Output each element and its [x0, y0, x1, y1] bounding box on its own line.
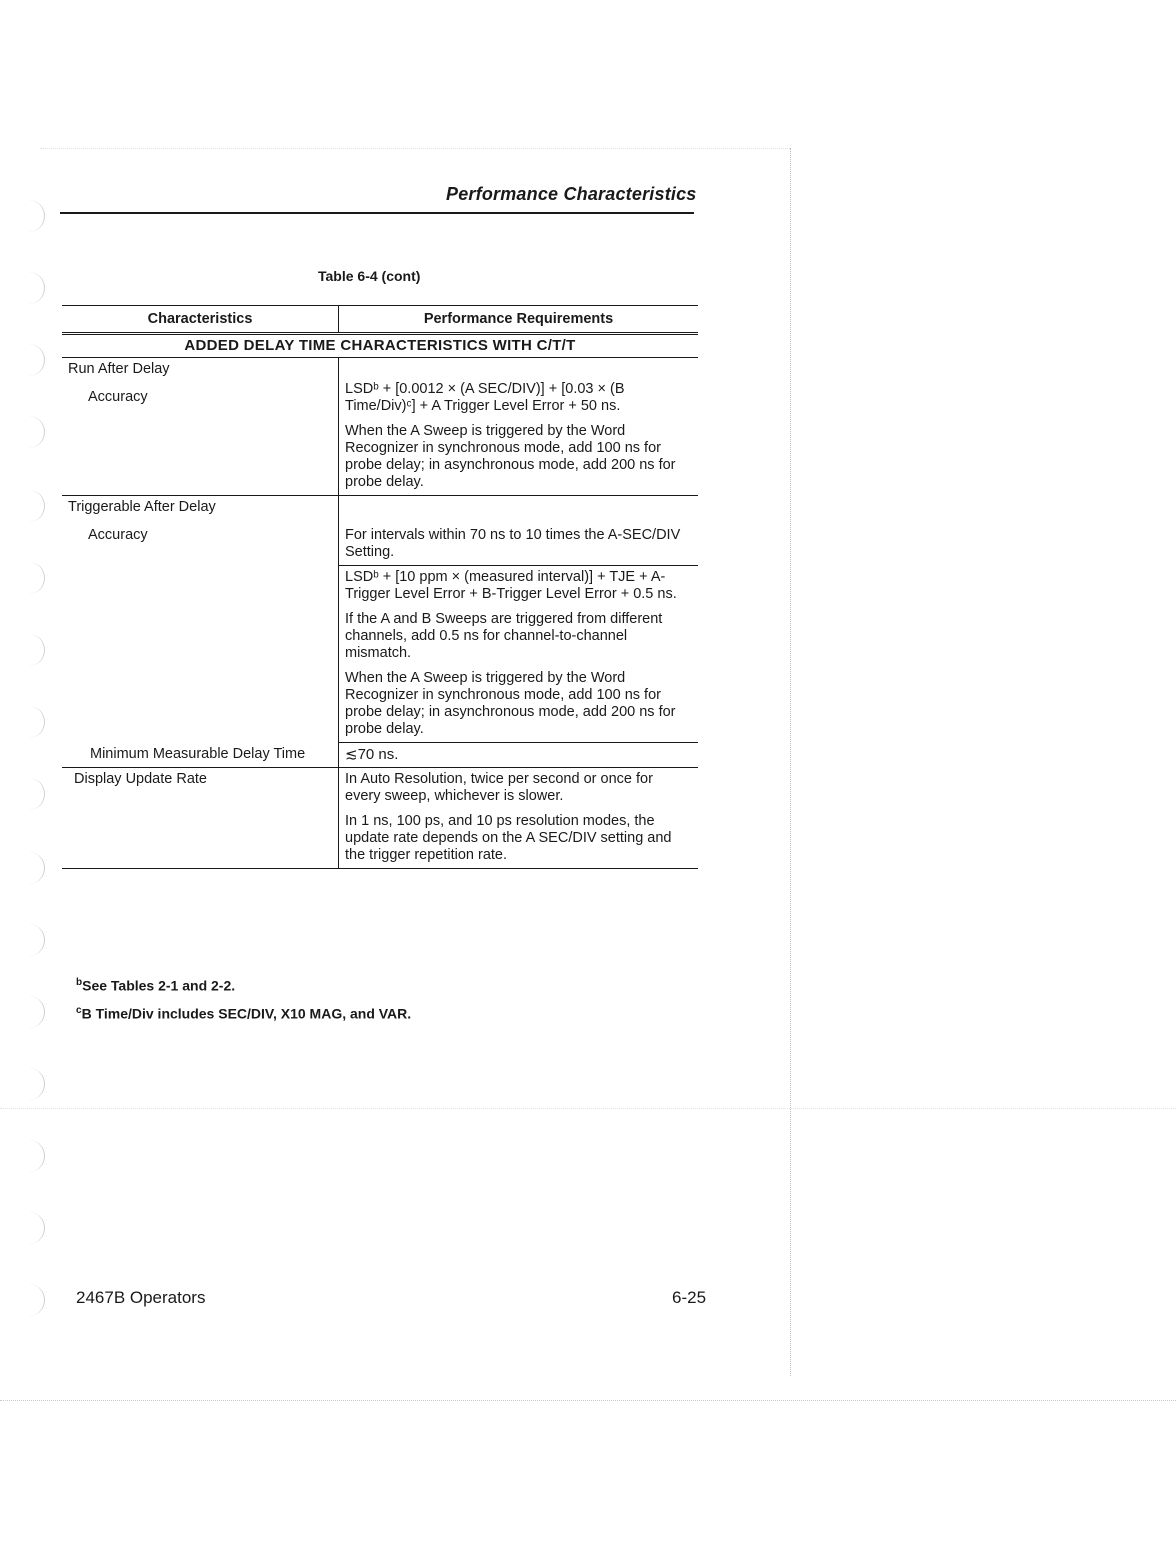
characteristic-cell: [62, 358, 339, 496]
triggerable-after-delay-accuracy-label: Accuracy: [88, 527, 148, 543]
binder-hole: [28, 996, 45, 1028]
page-edge-right: [790, 148, 791, 1376]
binder-hole: [28, 1068, 45, 1100]
binder-hole: [28, 200, 45, 232]
characteristic-cell: [62, 768, 339, 869]
binder-hole: [28, 634, 45, 666]
binder-hole: [28, 924, 45, 956]
column-header-characteristics: Characteristics: [62, 306, 339, 334]
triggerable-req-channel-note: If the A and B Sweeps are triggered from different channels, add 0.5 ns for channel-to-channel mismatch.: [345, 611, 663, 661]
binder-hole: [28, 852, 45, 884]
display-update-rate-label: Display Update Rate: [74, 771, 207, 787]
binder-hole: [28, 1140, 45, 1172]
requirement-cell: [339, 768, 699, 869]
minimum-measurable-delay-req: ≲70 ns.: [345, 746, 399, 763]
binder-hole: [28, 706, 45, 738]
footer-page-number: 6-25: [672, 1288, 707, 1307]
footer-manual-title: 2467B Operators: [76, 1288, 206, 1307]
binder-hole: [28, 1212, 45, 1244]
scan-artifact-line: [0, 1108, 1176, 1109]
header-rule: [60, 212, 694, 214]
run-after-delay-req-formula: LSDᵇ + [0.0012 × (A SEC/DIV)] + [0.03 × (B Time/Div)ᶜ] + A Trigger Level Error + 50 ns.: [345, 381, 625, 414]
characteristic-cell: [62, 496, 339, 743]
binder-hole: [28, 490, 45, 522]
footnote-c-text: B Time/Div includes SEC/DIV, X10 MAG, and VAR.: [81, 1005, 412, 1022]
characteristic-cell: [62, 743, 339, 768]
triggerable-req-word-recognizer-note: When the A Sweep is triggered by the Word Recognizer in synchronous mode, add 100 ns for probe delay; in asynchronous mode, add 200 ns for probe delay.: [345, 670, 676, 737]
binder-hole: [28, 416, 45, 448]
binder-hole: [28, 344, 45, 376]
column-header-requirements: Performance Requirements: [339, 306, 699, 334]
display-update-rate-req-auto: In Auto Resolution, twice per second or once for every sweep, whichever is slower.: [345, 771, 653, 804]
running-head-title: Performance Characteristics: [446, 184, 697, 204]
binder-hole: [28, 778, 45, 810]
section-title: ADDED DELAY TIME CHARACTERISTICS WITH C/T/T: [62, 334, 698, 358]
binder-hole: [28, 1284, 45, 1316]
characteristics-table: [62, 305, 698, 869]
binder-hole: [28, 562, 45, 594]
run-after-delay-req-note: When the A Sweep is triggered by the Word Recognizer in synchronous mode, add 100 ns for probe delay; in asynchronous mode, add 200 ns for probe delay.: [345, 423, 676, 490]
footnote-b-mark: b: [76, 977, 83, 988]
footnote-b: [76, 977, 235, 994]
footnote-c: [76, 1005, 411, 1022]
requirement-cell: [339, 566, 699, 743]
requirement-cell: [339, 743, 699, 768]
requirement-cell: [339, 496, 699, 566]
minimum-measurable-delay-label: Minimum Measurable Delay Time: [90, 745, 306, 762]
table-header-row: [62, 306, 698, 334]
run-after-delay-label: Run After Delay: [68, 361, 170, 377]
display-update-rate-req-modes: In 1 ns, 100 ps, and 10 ps resolution modes, the update rate depends on the A SEC/DIV setting and the trigger repetition rate.: [345, 813, 672, 863]
run-after-delay-accuracy-label: Accuracy: [88, 389, 148, 405]
table-row: [62, 743, 698, 768]
triggerable-after-delay-label: Triggerable After Delay: [68, 499, 216, 515]
table-caption: Table 6-4 (cont): [318, 268, 421, 284]
table-row: [62, 358, 698, 496]
page-edge-bottom: [0, 1400, 1176, 1401]
table-row: [62, 496, 698, 566]
scan-edge-top: [40, 148, 790, 149]
requirement-cell: [339, 358, 699, 496]
triggerable-req-formula: LSDᵇ + [10 ppm × (measured interval)] + TJE + A-Trigger Level Error + B-Trigger Level Error + 0.5 ns.: [345, 569, 677, 602]
triggerable-req-interval: For intervals within 70 ns to 10 times the A-SEC/DIV Setting.: [345, 527, 681, 560]
binder-hole: [28, 272, 45, 304]
table-row: [62, 768, 698, 869]
section-row: [62, 334, 698, 358]
footnote-c-mark: c: [76, 1005, 82, 1016]
footnote-b-text: See Tables 2-1 and 2-2.: [82, 977, 236, 994]
